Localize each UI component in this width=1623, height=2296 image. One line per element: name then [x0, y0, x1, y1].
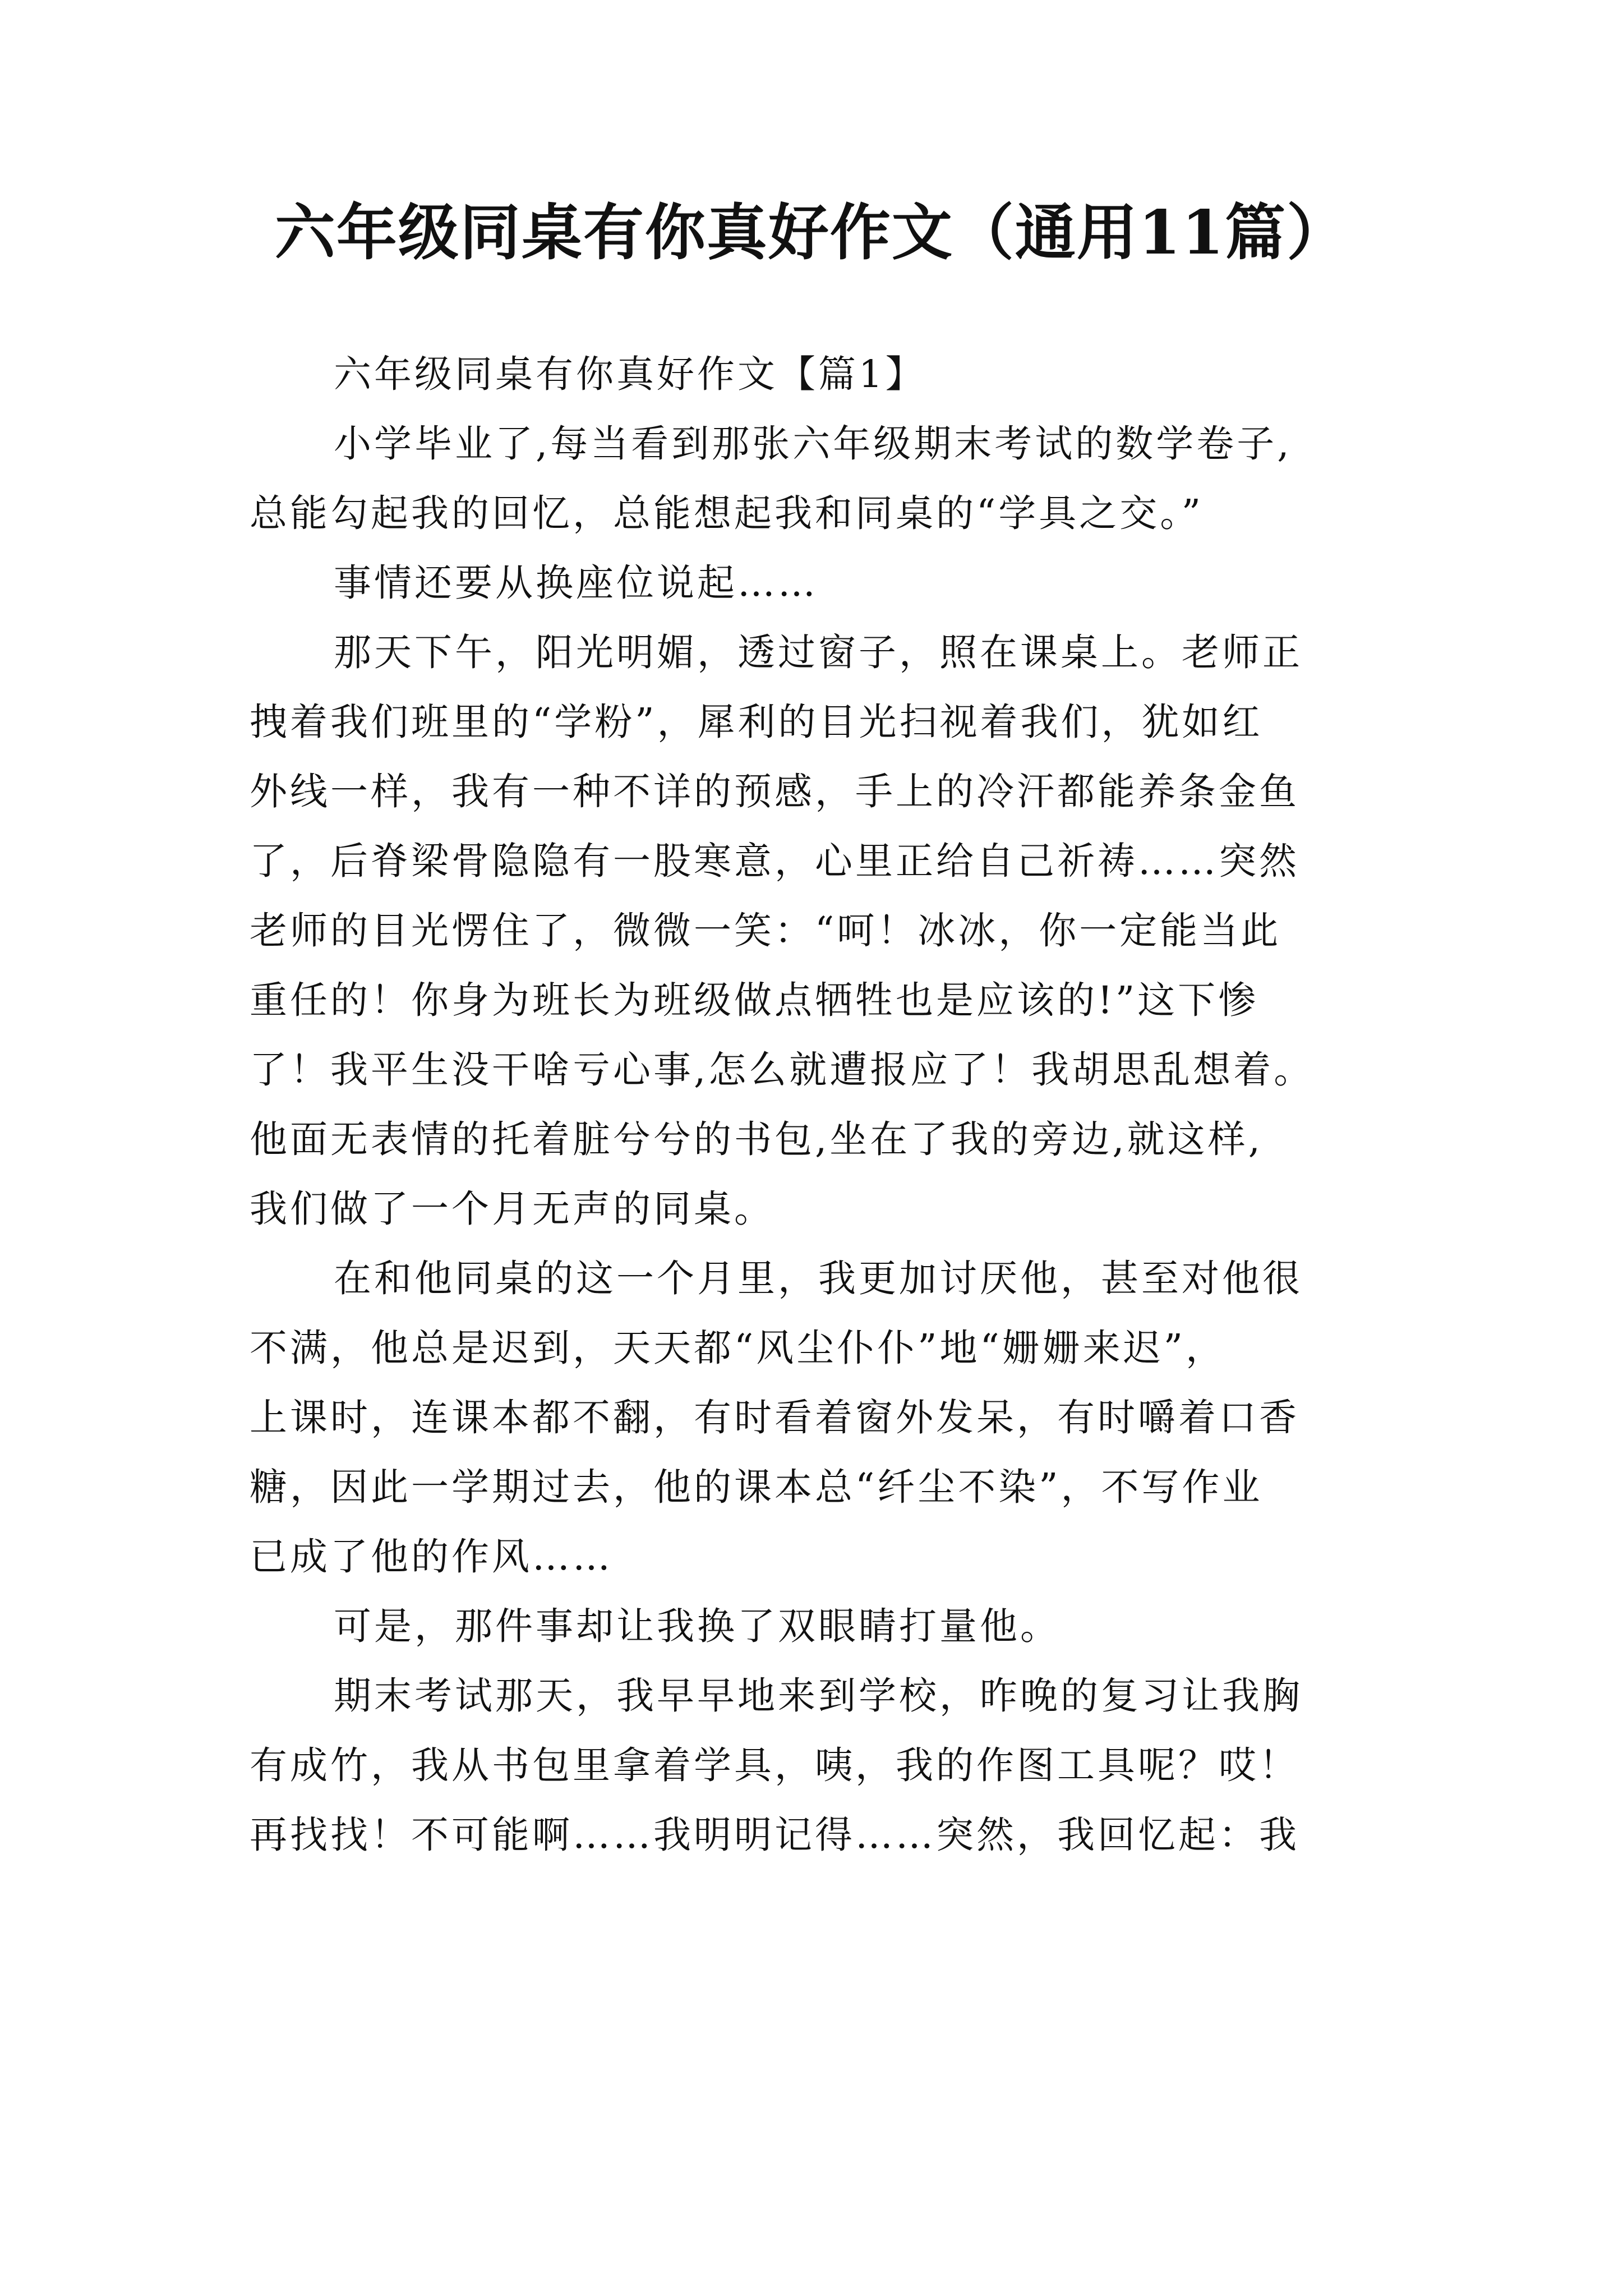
text-line: 可是，那件事却让我换了双眼睛打量他。: [334, 1604, 1061, 1648]
text-line: 老师的目光愣住了，微微一笑：“呵！冰冰，你一定能当此: [250, 909, 1281, 953]
text-line: 事情还要从换座位说起……: [334, 561, 818, 605]
text-line: 小学毕业了,每当看到那张六年级期末考试的数学卷子,: [334, 422, 1292, 466]
text-line: 有成竹，我从书包里拿着学具，咦，我的作图工具呢？哎！: [250, 1743, 1299, 1787]
text-line: 总能勾起我的回忆，总能想起我和同桌的“学具之交。”: [250, 491, 1204, 535]
text-line: 外线一样，我有一种不详的预感，手上的冷汗都能养条金鱼: [250, 770, 1299, 813]
text-line: 重任的！你身为班长为班级做点牺牲也是应该的!”这下惨: [250, 978, 1259, 1022]
text-line: 已成了他的作风……: [250, 1535, 613, 1579]
document-title: 六年级同桌有你真好作文（通用11篇）: [274, 197, 1349, 268]
text-line: 拽着我们班里的“学粉”，犀利的目光扫视着我们，犹如红: [250, 700, 1263, 744]
text-line: 那天下午，阳光明媚，透过窗子，照在课桌上。老师正: [334, 631, 1303, 674]
text-line: 不满，他总是迟到，天天都“风尘仆仆”地“姗姗来迟”，: [250, 1326, 1227, 1370]
text-line: 我们做了一个月无声的同桌。: [250, 1187, 774, 1231]
text-line: 六年级同桌有你真好作文【篇1】: [334, 352, 926, 396]
text-line: 他面无表情的托着脏兮兮的书包,坐在了我的旁边,就这样,: [250, 1117, 1263, 1161]
document-body: [250, 339, 1388, 1870]
text-line: 在和他同桌的这一个月里，我更加讨厌他，甚至对他很: [334, 1257, 1303, 1300]
text-line: 再找找！不可能啊……我明明记得……突然，我回忆起：我: [250, 1813, 1299, 1857]
text-line: 了！我平生没干啥亏心事,怎么就遭报应了！我胡思乱想着。: [250, 1048, 1315, 1092]
text-line: 糖，因此一学期过去，他的课本总“纤尘不染”，不写作业: [250, 1465, 1263, 1509]
text-line: 期末考试那天，我早早地来到学校，昨晚的复习让我胸: [334, 1674, 1303, 1718]
text-line: 了，后脊梁骨隐隐有一股寒意，心里正给自己祈祷……突然: [250, 839, 1299, 883]
text-line: 上课时，连课本都不翻，有时看着窗外发呆，有时嚼着口香: [250, 1396, 1299, 1439]
